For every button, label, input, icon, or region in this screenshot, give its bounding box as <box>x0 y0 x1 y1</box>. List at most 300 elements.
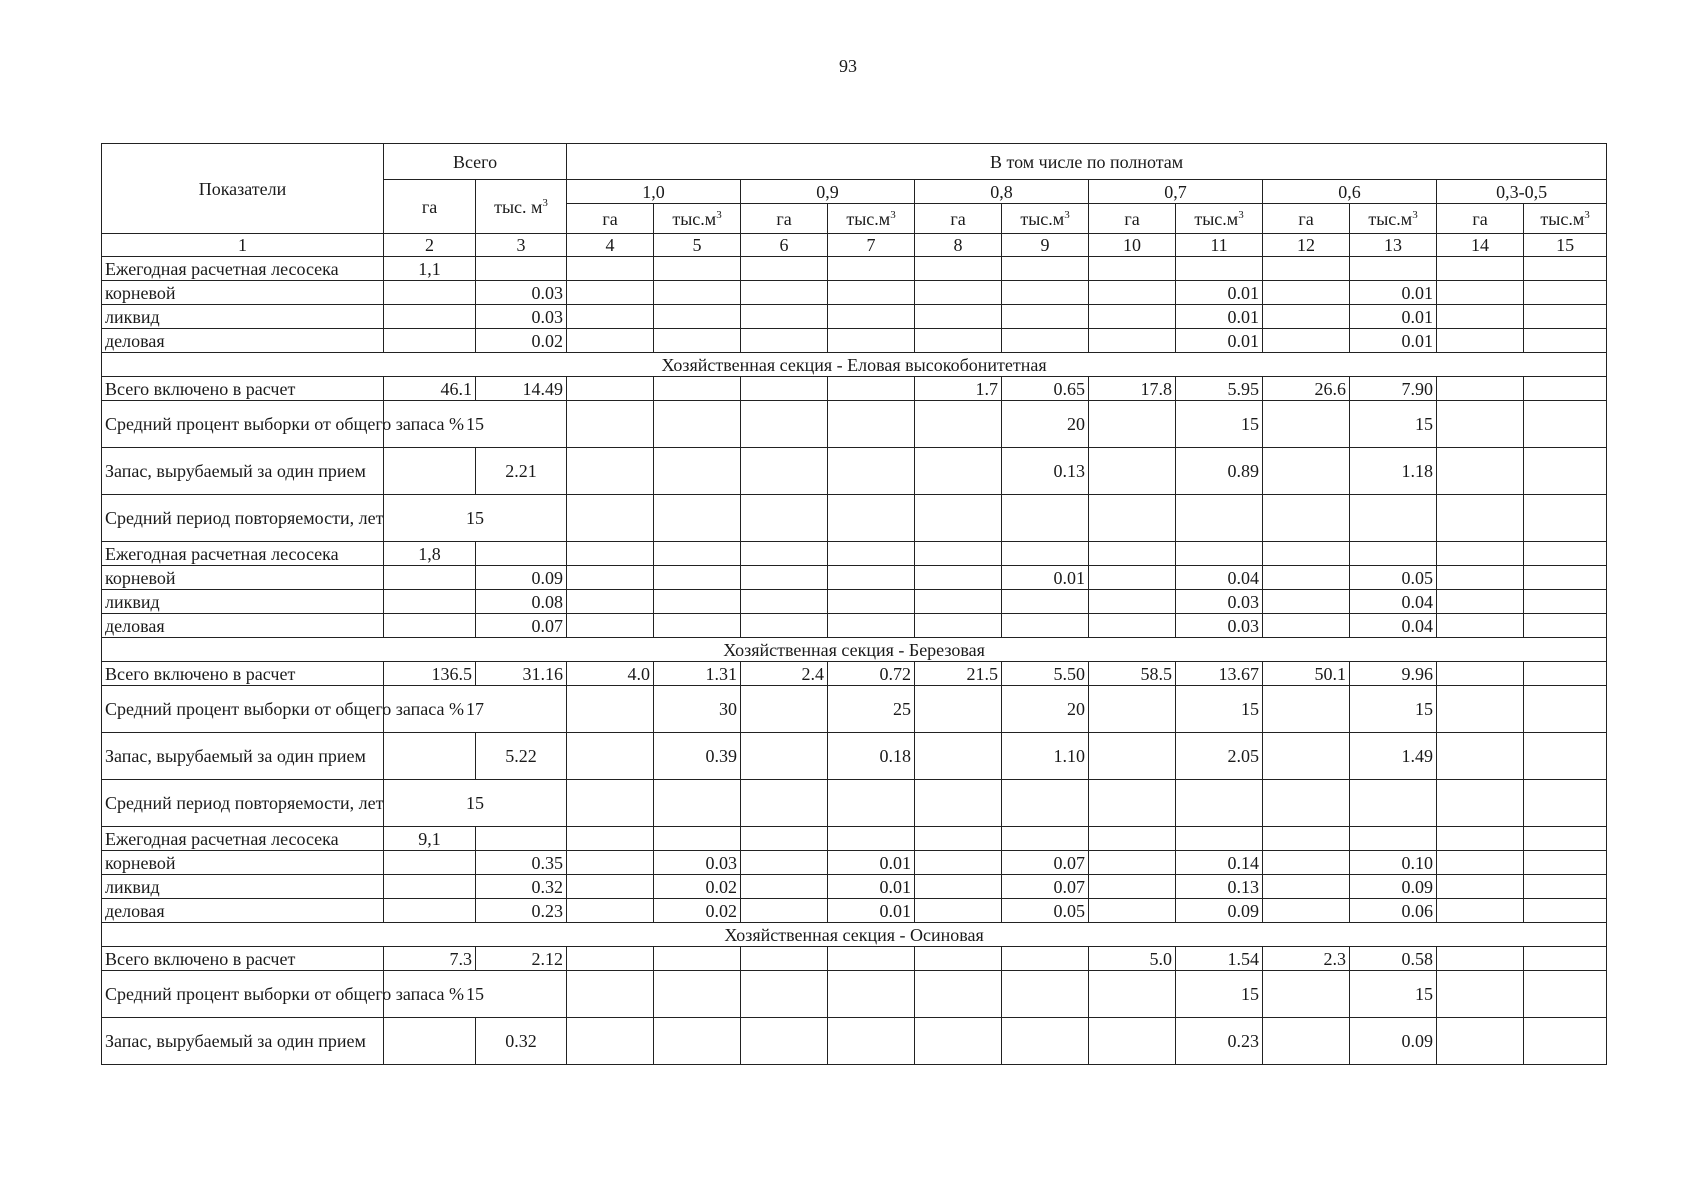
data-cell <box>915 448 1002 495</box>
data-cell <box>1176 827 1263 851</box>
data-cell <box>915 614 1002 638</box>
row-label: Запас, вырубаемый за один прием <box>102 448 384 495</box>
header-total-thous-m3: тыс. $м^3$ <box>476 180 567 234</box>
data-cell <box>1524 686 1607 733</box>
data-cell <box>915 281 1002 305</box>
data-cell <box>1263 329 1350 353</box>
row-label: корневой <box>102 851 384 875</box>
data-cell: 0.09 <box>476 566 567 590</box>
data-cell <box>1263 827 1350 851</box>
data-cell: 0.89 <box>1176 448 1263 495</box>
data-cell <box>1437 662 1524 686</box>
table-row <box>102 827 1607 851</box>
data-cell: 21.5 <box>915 662 1002 686</box>
data-cell <box>1524 542 1607 566</box>
data-cell: 15 <box>1176 401 1263 448</box>
data-cell <box>567 733 654 780</box>
data-cell <box>1176 542 1263 566</box>
data-cell: 0.58 <box>1350 947 1437 971</box>
data-cell: 15 <box>1176 686 1263 733</box>
data-cell <box>1002 281 1089 305</box>
data-cell <box>828 827 915 851</box>
unit-ha: га <box>1263 204 1350 234</box>
data-cell <box>567 542 654 566</box>
data-cell <box>384 875 476 899</box>
data-cell <box>1263 590 1350 614</box>
data-cell: 0.35 <box>476 851 567 875</box>
row-label: корневой <box>102 281 384 305</box>
row-label: Средний процент выборки от общего запаса % <box>102 686 384 733</box>
data-cell: 0.39 <box>654 733 741 780</box>
data-cell <box>1437 899 1524 923</box>
data-cell <box>915 947 1002 971</box>
row-label: корневой <box>102 566 384 590</box>
row-label: Ежегодная расчетная лесосека <box>102 542 384 566</box>
table-row <box>102 329 1607 353</box>
data-cell <box>1437 875 1524 899</box>
data-cell: 0.01 <box>828 875 915 899</box>
data-cell <box>1524 305 1607 329</box>
unit-ha: га <box>567 204 654 234</box>
data-cell <box>1437 305 1524 329</box>
row-label: Средний процент выборки от общего запаса % <box>102 971 384 1018</box>
data-cell <box>1263 875 1350 899</box>
data-cell <box>1524 780 1607 827</box>
data-cell <box>1437 614 1524 638</box>
data-cell <box>915 495 1002 542</box>
row-label: Средний период повторяемости, лет <box>102 780 384 827</box>
data-cell <box>654 281 741 305</box>
column-number: 10 <box>1089 234 1176 257</box>
column-number: 6 <box>741 234 828 257</box>
data-cell: 0.08 <box>476 590 567 614</box>
data-cell <box>654 780 741 827</box>
data-cell <box>1002 495 1089 542</box>
data-cell <box>1089 495 1176 542</box>
data-cell: 31.16 <box>476 662 567 686</box>
data-cell <box>654 947 741 971</box>
data-cell <box>915 686 1002 733</box>
data-cell: 2.05 <box>1176 733 1263 780</box>
total-merged-cell: 15 <box>384 495 567 542</box>
data-cell: 0.23 <box>1176 1018 1263 1065</box>
row-label: деловая <box>102 899 384 923</box>
data-cell <box>1437 377 1524 401</box>
row-label: Запас, вырубаемый за один прием <box>102 1018 384 1065</box>
data-cell <box>567 305 654 329</box>
data-cell: 0.09 <box>1176 899 1263 923</box>
data-cell <box>567 495 654 542</box>
data-cell <box>654 305 741 329</box>
data-cell: 1.49 <box>1350 733 1437 780</box>
data-cell: 2.12 <box>476 947 567 971</box>
data-cell <box>1089 851 1176 875</box>
data-cell <box>1524 448 1607 495</box>
data-cell <box>567 851 654 875</box>
column-number: 5 <box>654 234 741 257</box>
table-row <box>102 590 1607 614</box>
data-cell <box>384 448 476 495</box>
data-cell <box>741 971 828 1018</box>
column-number: 15 <box>1524 234 1607 257</box>
data-cell <box>1263 1018 1350 1065</box>
data-cell <box>1524 899 1607 923</box>
data-cell <box>915 590 1002 614</box>
header-total-ha: га <box>384 180 476 234</box>
data-cell <box>1524 566 1607 590</box>
data-cell <box>476 542 567 566</box>
data-cell: 26.6 <box>1263 377 1350 401</box>
data-cell: 0.03 <box>654 851 741 875</box>
data-cell: 0.02 <box>476 329 567 353</box>
data-cell <box>1437 590 1524 614</box>
data-cell: 0.32 <box>476 1018 567 1065</box>
data-cell <box>828 329 915 353</box>
data-cell <box>741 566 828 590</box>
row-label: ликвид <box>102 875 384 899</box>
data-cell: 1.31 <box>654 662 741 686</box>
data-cell <box>1263 851 1350 875</box>
data-cell <box>828 401 915 448</box>
data-cell: 15 <box>1350 971 1437 1018</box>
data-cell <box>1089 733 1176 780</box>
data-cell <box>1350 257 1437 281</box>
row-label: Всего включено в расчет <box>102 947 384 971</box>
data-cell <box>741 851 828 875</box>
data-cell <box>567 947 654 971</box>
row-label: Ежегодная расчетная лесосека <box>102 827 384 851</box>
data-cell <box>1263 566 1350 590</box>
column-number: 1 <box>102 234 384 257</box>
data-cell: 14.49 <box>476 377 567 401</box>
data-cell <box>741 448 828 495</box>
data-cell <box>654 827 741 851</box>
data-cell <box>915 305 1002 329</box>
column-number: 14 <box>1437 234 1524 257</box>
data-cell <box>1350 827 1437 851</box>
data-cell <box>1002 329 1089 353</box>
data-cell <box>567 329 654 353</box>
data-cell <box>1524 495 1607 542</box>
data-cell <box>476 257 567 281</box>
data-cell <box>1002 590 1089 614</box>
table-row <box>102 495 1607 542</box>
forest-cutting-table <box>101 143 1607 1065</box>
data-cell <box>1524 733 1607 780</box>
data-cell <box>654 566 741 590</box>
data-cell <box>1524 662 1607 686</box>
table-row <box>102 1018 1607 1065</box>
data-cell <box>741 780 828 827</box>
section-title: Хозяйственная секция - Осиновая <box>102 923 1607 947</box>
table-row <box>102 257 1607 281</box>
data-cell: 25 <box>828 686 915 733</box>
data-cell <box>567 590 654 614</box>
data-cell <box>567 899 654 923</box>
data-cell <box>741 377 828 401</box>
data-cell <box>741 281 828 305</box>
data-cell <box>1524 329 1607 353</box>
data-cell <box>1437 401 1524 448</box>
data-cell: 0.09 <box>1350 1018 1437 1065</box>
data-cell <box>1524 257 1607 281</box>
data-cell <box>828 947 915 971</box>
data-cell: 13.67 <box>1176 662 1263 686</box>
data-cell <box>654 542 741 566</box>
data-cell <box>1437 448 1524 495</box>
data-cell <box>741 542 828 566</box>
header-density-0-6: 0,6 <box>1263 180 1437 204</box>
data-cell <box>1002 827 1089 851</box>
data-cell: 0.09 <box>1350 875 1437 899</box>
data-cell <box>1524 377 1607 401</box>
data-cell: 0.01 <box>1350 305 1437 329</box>
data-cell <box>654 448 741 495</box>
data-cell <box>1437 495 1524 542</box>
column-number: 4 <box>567 234 654 257</box>
data-cell: 46.1 <box>384 377 476 401</box>
data-cell <box>1089 257 1176 281</box>
data-cell <box>741 733 828 780</box>
unit-ha: га <box>741 204 828 234</box>
unit-thous-m3: $тыс.м^3$ <box>654 204 741 234</box>
data-cell <box>1002 614 1089 638</box>
data-cell <box>654 401 741 448</box>
data-cell <box>741 495 828 542</box>
data-cell <box>1524 875 1607 899</box>
data-cell: 0.01 <box>1176 329 1263 353</box>
total-merged-cell: 15 <box>384 780 567 827</box>
data-cell <box>1437 971 1524 1018</box>
table-row <box>102 875 1607 899</box>
data-cell <box>1524 971 1607 1018</box>
data-cell <box>741 329 828 353</box>
data-cell <box>1089 281 1176 305</box>
unit-ha: га <box>915 204 1002 234</box>
data-cell <box>476 827 567 851</box>
data-cell: 0.06 <box>1350 899 1437 923</box>
data-cell: 0.03 <box>1176 590 1263 614</box>
data-cell: 1.7 <box>915 377 1002 401</box>
table-row <box>102 686 1607 733</box>
data-cell: 0.32 <box>476 875 567 899</box>
data-cell: 0.07 <box>1002 851 1089 875</box>
data-cell <box>384 590 476 614</box>
data-cell <box>567 281 654 305</box>
data-cell: 5.0 <box>1089 947 1176 971</box>
data-cell <box>1437 281 1524 305</box>
data-cell <box>1263 614 1350 638</box>
data-cell <box>1524 281 1607 305</box>
column-number: 2 <box>384 234 476 257</box>
data-cell <box>828 281 915 305</box>
data-cell <box>1263 899 1350 923</box>
unit-ha: га <box>1437 204 1524 234</box>
data-cell <box>915 899 1002 923</box>
data-cell <box>828 971 915 1018</box>
data-cell <box>1089 329 1176 353</box>
data-cell <box>741 305 828 329</box>
data-cell: 2.3 <box>1263 947 1350 971</box>
data-cell <box>1437 257 1524 281</box>
data-cell <box>915 257 1002 281</box>
data-cell <box>567 401 654 448</box>
data-cell: 0.01 <box>1176 305 1263 329</box>
data-cell: 0.10 <box>1350 851 1437 875</box>
data-cell: 0.04 <box>1350 614 1437 638</box>
total-ha-cell: 1,8 <box>384 542 476 566</box>
data-cell <box>1437 329 1524 353</box>
data-cell <box>1089 875 1176 899</box>
unit-thous-m3: $тыс.м^3$ <box>828 204 915 234</box>
data-cell <box>384 305 476 329</box>
total-merged-cell: 17 <box>384 686 567 733</box>
data-cell <box>915 1018 1002 1065</box>
data-cell <box>1089 614 1176 638</box>
data-cell: 0.13 <box>1176 875 1263 899</box>
data-cell <box>384 733 476 780</box>
data-cell <box>1263 495 1350 542</box>
data-cell: 1.10 <box>1002 733 1089 780</box>
total-ha-cell: 9,1 <box>384 827 476 851</box>
data-cell: 5.50 <box>1002 662 1089 686</box>
data-cell <box>1437 947 1524 971</box>
data-cell <box>828 495 915 542</box>
data-cell: 0.07 <box>476 614 567 638</box>
data-cell <box>1524 401 1607 448</box>
data-cell <box>741 1018 828 1065</box>
data-cell <box>1437 780 1524 827</box>
data-cell: 0.01 <box>1176 281 1263 305</box>
data-cell: 20 <box>1002 401 1089 448</box>
data-cell <box>567 686 654 733</box>
data-cell: 50.1 <box>1263 662 1350 686</box>
header-by-density: В том числе по полнотам <box>567 144 1607 180</box>
row-label: Запас, вырубаемый за один прием <box>102 733 384 780</box>
data-cell: 15 <box>1350 686 1437 733</box>
total-merged-cell: 15 <box>384 971 567 1018</box>
column-number: 7 <box>828 234 915 257</box>
data-cell <box>741 257 828 281</box>
data-cell <box>1263 686 1350 733</box>
data-cell: 1.18 <box>1350 448 1437 495</box>
data-cell: 0.07 <box>1002 875 1089 899</box>
data-cell <box>828 780 915 827</box>
column-number: 12 <box>1263 234 1350 257</box>
data-cell <box>915 780 1002 827</box>
data-cell: 0.18 <box>828 733 915 780</box>
data-cell <box>741 590 828 614</box>
data-cell <box>915 733 1002 780</box>
data-cell: 4.0 <box>567 662 654 686</box>
data-cell: 7.90 <box>1350 377 1437 401</box>
data-cell <box>828 448 915 495</box>
data-cell <box>915 827 1002 851</box>
data-cell <box>1350 542 1437 566</box>
data-cell: 0.03 <box>1176 614 1263 638</box>
data-cell <box>1089 590 1176 614</box>
table-row <box>102 401 1607 448</box>
data-cell <box>1263 401 1350 448</box>
data-cell <box>915 329 1002 353</box>
section-title: Хозяйственная секция - Еловая высокобонитетная <box>102 353 1607 377</box>
unit-thous-m3: $тыс.м^3$ <box>1524 204 1607 234</box>
data-cell <box>1002 780 1089 827</box>
data-cell: 0.02 <box>654 899 741 923</box>
data-cell <box>1002 971 1089 1018</box>
data-cell <box>1263 448 1350 495</box>
data-cell <box>741 401 828 448</box>
data-cell <box>654 1018 741 1065</box>
data-cell: 0.23 <box>476 899 567 923</box>
data-cell <box>384 1018 476 1065</box>
data-cell <box>1176 780 1263 827</box>
data-cell: 0.03 <box>476 305 567 329</box>
data-cell <box>654 590 741 614</box>
data-cell <box>1089 780 1176 827</box>
data-cell: 5.22 <box>476 733 567 780</box>
data-cell: 1.54 <box>1176 947 1263 971</box>
data-cell: 0.13 <box>1002 448 1089 495</box>
data-cell: 0.01 <box>828 851 915 875</box>
data-cell: 5.95 <box>1176 377 1263 401</box>
data-cell: 30 <box>654 686 741 733</box>
data-cell: 0.01 <box>1350 281 1437 305</box>
table-row <box>102 947 1607 971</box>
table-row <box>102 638 1607 662</box>
unit-thous-m3: $тыс.м^3$ <box>1176 204 1263 234</box>
table-row <box>102 566 1607 590</box>
row-label: Средний процент выборки от общего запаса % <box>102 401 384 448</box>
data-cell <box>1524 614 1607 638</box>
data-cell <box>915 875 1002 899</box>
data-cell <box>1263 257 1350 281</box>
table-row <box>102 305 1607 329</box>
data-cell <box>384 566 476 590</box>
header-density-1-0: 1,0 <box>567 180 741 204</box>
column-number: 9 <box>1002 234 1089 257</box>
data-cell <box>567 1018 654 1065</box>
data-cell <box>654 971 741 1018</box>
data-cell <box>1437 686 1524 733</box>
header-total: Всего <box>384 144 567 180</box>
data-cell <box>1437 827 1524 851</box>
data-cell <box>741 827 828 851</box>
data-cell <box>567 566 654 590</box>
data-cell <box>741 614 828 638</box>
data-cell <box>1263 780 1350 827</box>
data-cell <box>1437 542 1524 566</box>
data-cell <box>741 875 828 899</box>
data-cell: 2.21 <box>476 448 567 495</box>
table-row <box>102 542 1607 566</box>
data-cell: 15 <box>1176 971 1263 1018</box>
table-row <box>102 923 1607 947</box>
table-row <box>102 448 1607 495</box>
data-cell <box>1089 305 1176 329</box>
data-cell: 20 <box>1002 686 1089 733</box>
column-number: 13 <box>1350 234 1437 257</box>
data-cell <box>828 257 915 281</box>
data-cell <box>654 495 741 542</box>
header-density-0-7: 0,7 <box>1089 180 1263 204</box>
data-cell <box>1089 827 1176 851</box>
data-cell <box>1350 495 1437 542</box>
data-cell <box>1263 542 1350 566</box>
data-cell: 17.8 <box>1089 377 1176 401</box>
data-cell <box>567 971 654 1018</box>
row-label: Средний период повторяемости, лет <box>102 495 384 542</box>
